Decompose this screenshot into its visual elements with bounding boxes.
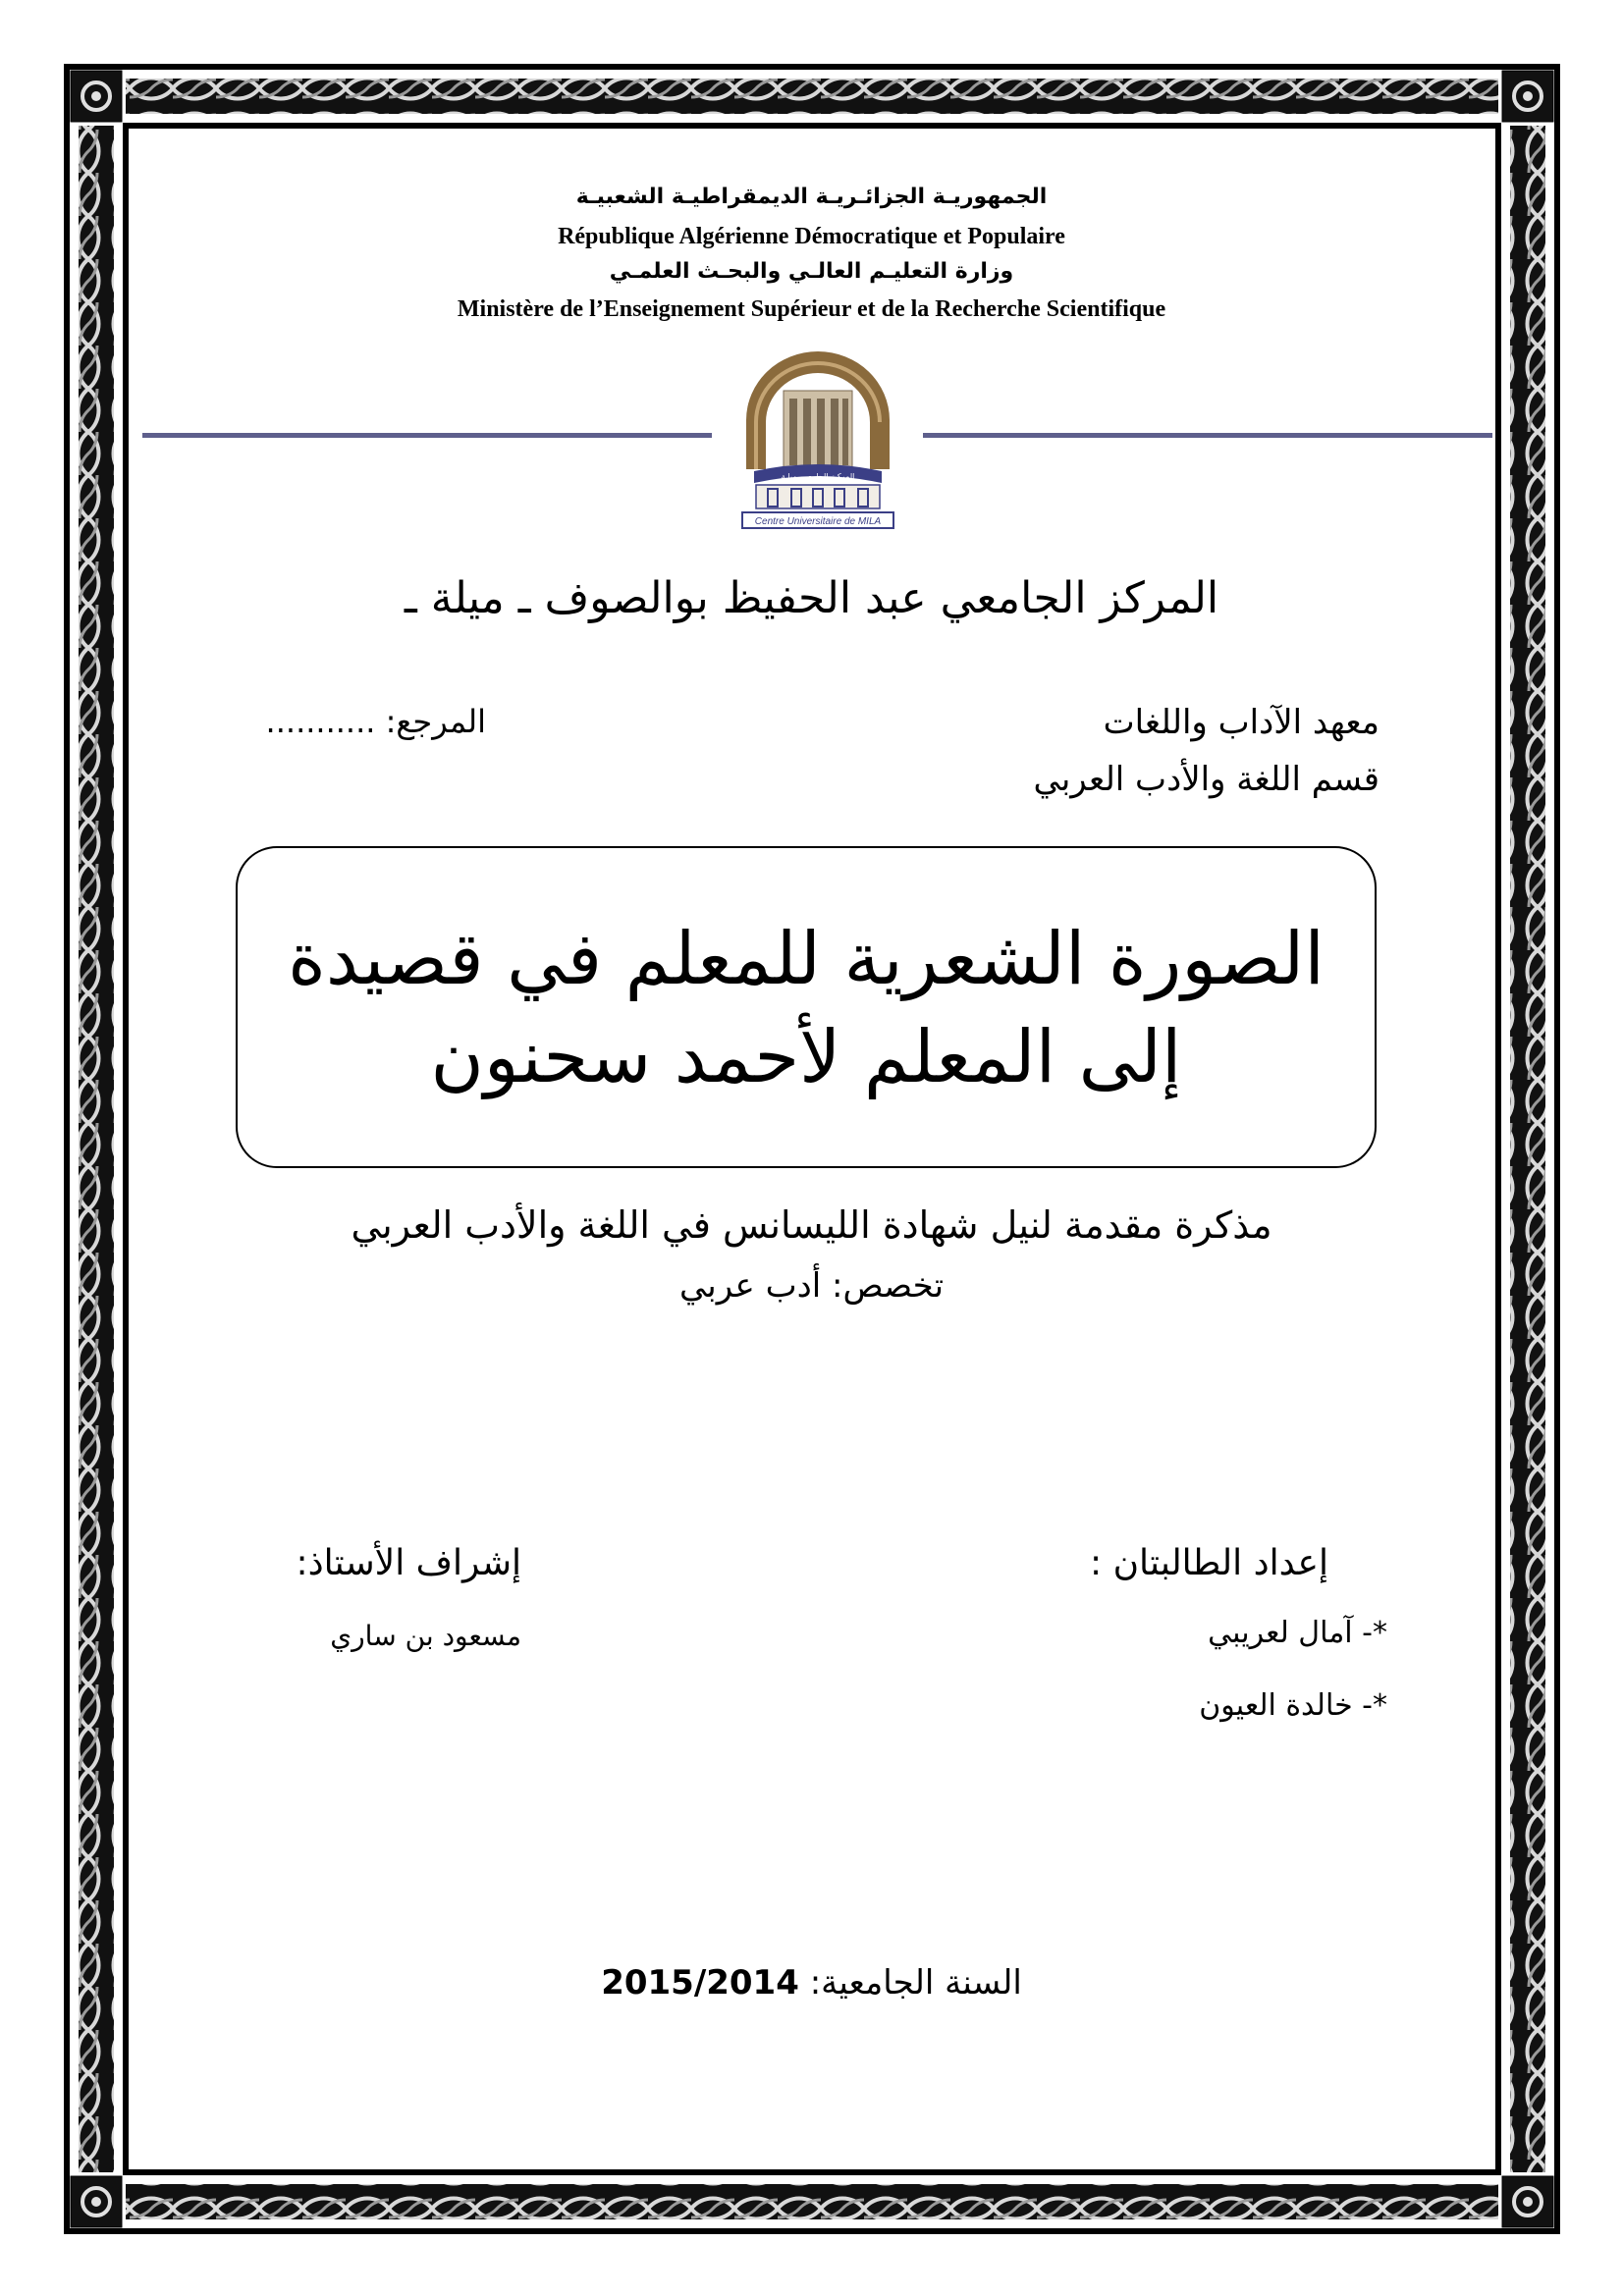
academic-year-value: 2015/2014 xyxy=(601,1963,799,2002)
thesis-title-line2: إلى المعلم لأحمد سحنون xyxy=(430,1015,1182,1099)
student-entry-1 xyxy=(1208,1616,1387,1650)
student-entry-2 xyxy=(1199,1688,1387,1723)
student-name-1: آمال لعريبي xyxy=(1208,1616,1353,1650)
supervisor-label: إشراف الأستاذ: xyxy=(296,1543,521,1583)
academic-year-label: السنة الجامعية: xyxy=(809,1963,1022,2002)
building-emblem-icon xyxy=(734,351,901,538)
header-rule-left xyxy=(142,433,712,438)
logo-caption: Centre Universitaire de MILA xyxy=(754,516,882,527)
republic-name-french: République Algérienne Démocratique et Populaire xyxy=(558,224,1065,249)
student-bullet: *- xyxy=(1362,1688,1387,1723)
ministry-name-arabic: وزارة التعليـم العالـي والبحـث العلمـي xyxy=(609,259,1014,284)
header-rule-right xyxy=(923,433,1492,438)
logo-banner-text: المركـز الجامعـي ميلـة xyxy=(781,472,855,481)
reference-field: المرجع: ........... xyxy=(265,703,486,740)
institute-name: معهد الآداب واللغات xyxy=(1103,703,1380,742)
thesis-title-line1: الصورة الشعرية للمعلم في قصيدة xyxy=(288,917,1325,1001)
specialty: تخصص: أدب عربي xyxy=(678,1266,945,1306)
thesis-title-box xyxy=(236,846,1377,1168)
university-name: المركز الجامعي عبد الحفيظ بوالصوف ـ ميلة ـ xyxy=(404,573,1219,623)
students-label: إعداد الطالبتان : xyxy=(1090,1543,1328,1583)
degree-statement: مذكرة مقدمة لنيل شهادة الليسانس في اللغة والأدب العربي xyxy=(351,1203,1272,1247)
department-name: قسم اللغة والأدب العربي xyxy=(1033,760,1380,799)
university-logo xyxy=(734,351,901,538)
academic-year xyxy=(0,1963,1623,2002)
republic-name-arabic: الجمهوريـة الجزائـريـة الديمقراطيـة الشعبيـة xyxy=(575,185,1048,209)
ministry-name-french: Ministère de l’Enseignement Supérieur et de la Recherche Scientifique xyxy=(457,296,1166,322)
student-bullet: *- xyxy=(1362,1616,1387,1650)
student-name-2: خالدة العيون xyxy=(1199,1688,1353,1723)
supervisor-name: مسعود بن ساري xyxy=(330,1620,521,1652)
